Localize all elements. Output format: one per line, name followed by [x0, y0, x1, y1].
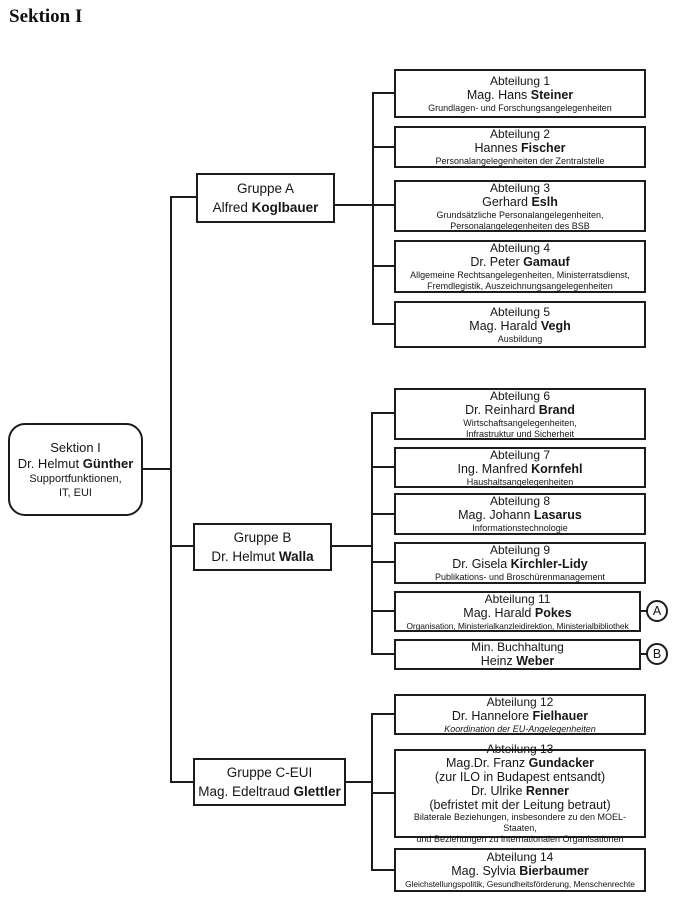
dept-head-name	[481, 654, 554, 669]
dept-title: Abteilung 8	[489, 494, 551, 508]
dept-head-name	[482, 195, 558, 210]
connector-stub-abt12	[371, 713, 394, 715]
surname: Glettler	[293, 784, 341, 799]
dept-head-name	[451, 864, 589, 879]
dept-title: Abteilung 2	[489, 127, 551, 141]
connector-group-b-to-bus	[332, 545, 373, 547]
surname: Brand	[538, 402, 575, 417]
connector-trunk-to-group-b	[170, 545, 193, 547]
name-prefix: Mag. Sylvia	[451, 864, 520, 878]
dept-box-abteilung-3	[394, 180, 646, 232]
dept-title: Abteilung 14	[486, 850, 554, 864]
annotation-label: A	[652, 603, 662, 618]
root-box-sektion-1	[8, 423, 143, 516]
group-title: Gruppe B	[233, 530, 292, 545]
connector-stub-abt14	[371, 869, 394, 871]
root-description: Supportfunktionen, IT, EUI	[29, 472, 122, 499]
dept-head-name	[446, 756, 594, 770]
surname: Weber	[516, 654, 555, 668]
connector-stub-buchhaltung	[371, 653, 394, 655]
name-prefix: Dr. Gisela	[452, 557, 511, 571]
group-head-name	[198, 782, 341, 801]
dept-description: Allgemeine Rechtsangelegenheiten, Ministerratsdienst, Fremdlegistik, Auszeichnungsangelegenheiten	[410, 270, 630, 291]
dept-box-abteilung-14	[394, 848, 646, 892]
dept-head-name	[452, 709, 588, 724]
dept-head-name-2	[471, 784, 569, 798]
dept-title: Abteilung 7	[489, 447, 551, 462]
connector-group-c-to-bus	[346, 781, 373, 783]
name-prefix: Mag.Dr. Franz	[446, 755, 529, 770]
connector-stub-abt9	[371, 561, 394, 563]
dept-box-abteilung-5	[394, 301, 646, 348]
dept-description: Informationstechnologie	[472, 523, 568, 533]
name-prefix: Dr. Ulrike	[471, 783, 526, 798]
dept-box-abteilung-8	[394, 493, 646, 535]
dept-title: Min. Buchhaltung	[471, 640, 564, 654]
surname: Kirchler-Lidy	[510, 557, 588, 571]
dept-description: Koordination der EU-Angelegenheiten	[444, 723, 596, 734]
surname: Fielhauer	[532, 708, 589, 723]
dept-box-abteilung-2	[394, 126, 646, 168]
group-box-b	[193, 523, 332, 571]
dept-head-name	[457, 462, 582, 477]
page-title: Sektion I	[9, 6, 83, 27]
dept-description: Publikations- und Broschürenmanagement	[434, 572, 606, 582]
dept-box-abteilung-1	[394, 69, 646, 118]
dept-box-abteilung-4	[394, 240, 646, 293]
annotation-label: B	[652, 646, 662, 661]
dept-title: Abteilung 6	[489, 388, 551, 403]
dept-head-name	[467, 88, 573, 103]
dept-description: Grundsätzliche Personalangelegenheiten, Personalangelegenheiten des BSB	[436, 209, 604, 231]
dept-box-min-buchhaltung	[394, 639, 641, 670]
dept-title: Abteilung 4	[489, 241, 551, 255]
group-head-name	[213, 198, 319, 217]
connector-bus-a	[372, 92, 374, 325]
connector-stub-abt5	[372, 323, 394, 325]
surname: Koglbauer	[251, 200, 319, 215]
annotation-circle-b	[646, 643, 668, 665]
dept-description: Gleichstellungspolitik, Gesundheitsförderung, Menschenrechte	[405, 879, 635, 889]
name-prefix: Dr. Helmut	[211, 549, 279, 564]
name-prefix: Dr. Peter	[470, 255, 524, 269]
name-prefix: Hannes	[474, 141, 522, 155]
surname: Gundacker	[528, 755, 594, 770]
surname: Bierbaumer	[519, 864, 589, 878]
connector-trunk	[170, 196, 172, 783]
connector-stub-abt8	[371, 513, 394, 515]
connector-trunk-to-group-c	[170, 781, 195, 783]
surname: Lasarus	[533, 508, 582, 522]
dept-title: Abteilung 11	[484, 591, 551, 606]
connector-trunk-to-group-a	[170, 196, 196, 198]
dept-note: (zur ILO in Budapest entsandt)	[434, 769, 606, 784]
surname: Fischer	[521, 141, 566, 155]
surname: Gamauf	[523, 255, 570, 269]
name-prefix: Dr. Hannelore	[451, 708, 533, 723]
name-prefix: Alfred	[212, 200, 252, 215]
dept-head-name	[458, 508, 582, 523]
surname: Pokes	[534, 605, 572, 620]
group-title: Gruppe A	[236, 181, 295, 196]
name-prefix: Dr. Reinhard	[465, 402, 539, 417]
dept-head-name	[463, 606, 571, 621]
connector-stub-abt6	[371, 412, 394, 414]
dept-box-abteilung-6	[394, 388, 646, 440]
root-head-name	[18, 456, 134, 472]
dept-description: Haushaltsangelegenheiten	[466, 476, 574, 487]
connector-group-a-to-bus	[335, 204, 394, 206]
name-prefix: Gerhard	[482, 194, 532, 209]
surname: Kornfehl	[531, 461, 583, 476]
name-prefix: Mag. Johann	[458, 508, 534, 522]
surname: Steiner	[530, 87, 574, 102]
name-prefix: Mag. Edeltraud	[198, 784, 294, 799]
group-box-a	[196, 173, 335, 223]
dept-description: Bilaterale Beziehungen, insbesondere zu den MOEL-Staaten, und Beziehungen zu internationalen Organisationen	[413, 811, 627, 844]
dept-head-name	[470, 255, 569, 270]
dept-box-abteilung-12	[394, 694, 646, 735]
connector-root-to-trunk	[143, 468, 172, 470]
dept-title: Abteilung 5	[489, 304, 551, 319]
dept-box-abteilung-9	[394, 542, 646, 584]
name-prefix: Dr. Helmut	[17, 455, 83, 471]
connector-stub-abt11	[371, 610, 394, 612]
connector-stub-abt1	[372, 92, 394, 94]
dept-description: Grundlagen- und Forschungsangelegenheiten	[428, 102, 612, 113]
dept-box-abteilung-7	[394, 447, 646, 488]
dept-title: Abteilung 12	[486, 694, 554, 709]
name-prefix: Ing. Manfred	[457, 461, 532, 476]
dept-title: Abteilung 1	[489, 73, 551, 88]
name-prefix: Mag. Harald	[469, 318, 541, 333]
surname: Vegh	[540, 318, 571, 333]
dept-head-name	[465, 403, 575, 418]
dept-box-abteilung-11	[394, 591, 641, 632]
dept-box-abteilung-13	[394, 741, 646, 844]
dept-description: Personalangelegenheiten der Zentralstelle	[435, 156, 605, 166]
annotation-circle-a	[646, 600, 668, 622]
connector-stub-abt13	[371, 792, 394, 794]
surname: Walla	[278, 549, 314, 564]
dept-title: Abteilung 13	[486, 741, 554, 756]
connector-stub-abt4	[372, 265, 394, 267]
dept-note-2: (befristet mit der Leitung betraut)	[429, 797, 611, 812]
dept-title: Abteilung 3	[489, 180, 551, 195]
surname: Günther	[82, 455, 134, 471]
name-prefix: Mag. Hans	[466, 87, 531, 102]
group-title: Gruppe C-EUI	[226, 765, 313, 780]
surname: Renner	[525, 783, 569, 798]
connector-stub-abt2	[372, 146, 394, 148]
dept-head-name	[469, 319, 570, 334]
root-title: Sektion I	[50, 439, 101, 455]
connector-bus-b	[371, 412, 373, 655]
connector-stub-abt7	[371, 466, 394, 468]
group-head-name	[211, 547, 313, 566]
dept-description: Organisation, Ministerialkanzleidirektion, Ministerialbibliothek	[406, 620, 629, 631]
dept-title: Abteilung 9	[489, 543, 551, 557]
group-box-c-eui	[193, 758, 346, 806]
dept-description: Ausbildung	[497, 333, 543, 344]
dept-head-name	[474, 141, 565, 156]
dept-head-name	[452, 557, 587, 572]
surname: Eslh	[531, 194, 558, 209]
dept-description: Wirtschaftsangelegenheiten, Infrastruktur und Sicherheit	[463, 417, 577, 439]
name-prefix: Mag. Harald	[463, 605, 535, 620]
name-prefix: Heinz	[480, 654, 517, 668]
